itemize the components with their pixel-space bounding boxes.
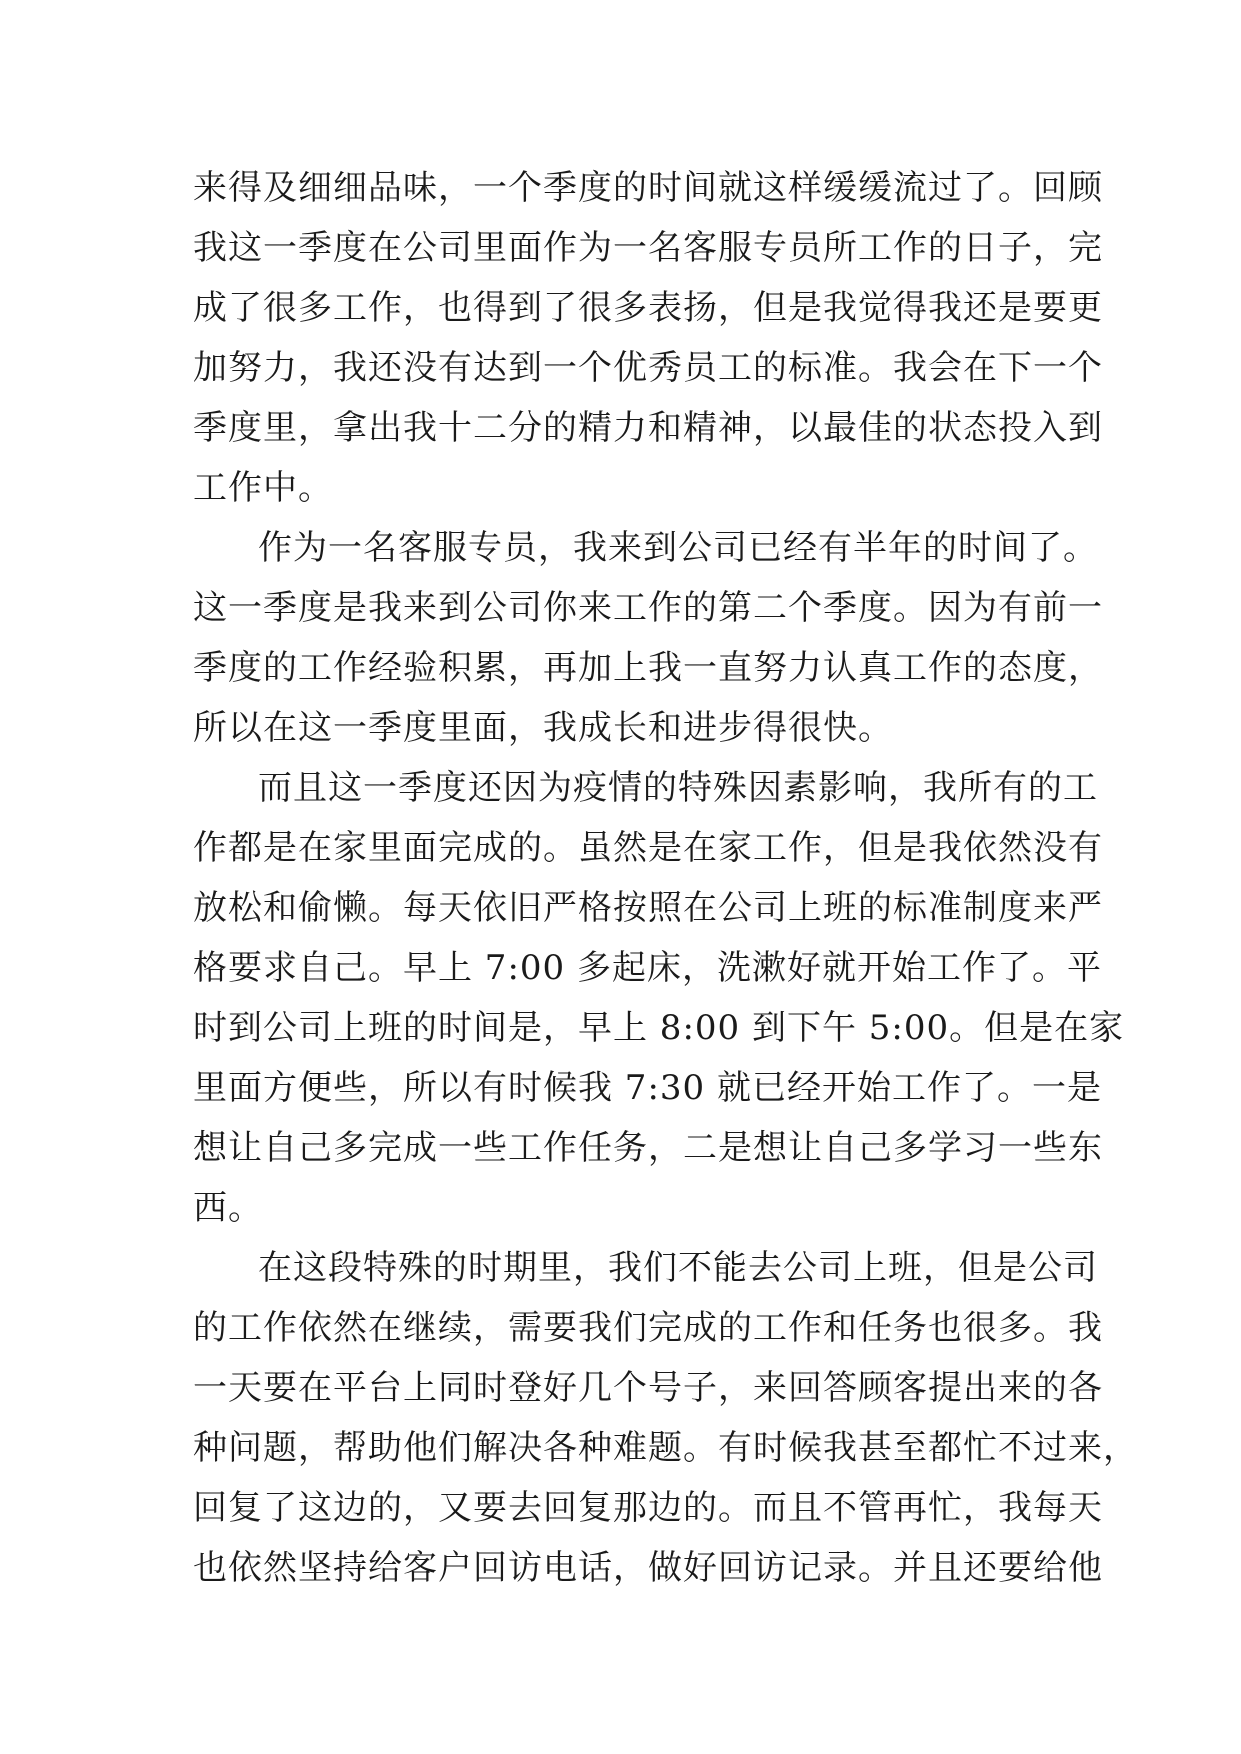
- text-line: 回复了这边的，又要去回复那边的。而且不管再忙，我每天: [193, 1488, 1103, 1528]
- text-line: 作都是在家里面完成的。虽然是在家工作，但是我依然没有: [193, 828, 1103, 868]
- text-line: 种问题，帮助他们解决各种难题。有时候我甚至都忙不过来，: [193, 1428, 1138, 1468]
- paragraph-start-line: 在这段特殊的时期里，我们不能去公司上班，但是公司: [258, 1248, 1098, 1288]
- paragraph-start-line: 作为一名客服专员，我来到公司已经有半年的时间了。: [258, 528, 1098, 568]
- text-line: 季度的工作经验积累，再加上我一直努力认真工作的态度，: [193, 648, 1103, 688]
- text-line: 季度里，拿出我十二分的精力和精神，以最佳的状态投入到: [193, 408, 1103, 448]
- text-line: 我这一季度在公司里面作为一名客服专员所工作的日子，完: [193, 228, 1103, 268]
- paragraph-start-line: 而且这一季度还因为疫情的特殊因素影响，我所有的工: [258, 768, 1098, 808]
- text-line: 时到公司上班的时间是，早上 8:00 到下午 5:00。但是在家: [193, 1008, 1125, 1048]
- text-line: 来得及细细品味，一个季度的时间就这样缓缓流过了。回顾: [193, 168, 1103, 208]
- text-line: 工作中。: [193, 468, 333, 508]
- text-line: 的工作依然在继续，需要我们完成的工作和任务也很多。我: [193, 1308, 1103, 1348]
- text-line: 成了很多工作，也得到了很多表扬，但是我觉得我还是要更: [193, 288, 1103, 328]
- text-line: 所以在这一季度里面，我成长和进步得很快。: [193, 708, 893, 748]
- text-line: 格要求自己。早上 7:00 多起床，洗漱好就开始工作了。平: [193, 948, 1102, 988]
- text-line: 西。: [193, 1188, 263, 1228]
- text-line: 加努力，我还没有达到一个优秀员工的标准。我会在下一个: [193, 348, 1103, 388]
- text-line: 里面方便些，所以有时候我 7:30 就已经开始工作了。一是: [193, 1068, 1102, 1108]
- text-line: 一天要在平台上同时登好几个号子，来回答顾客提出来的各: [193, 1368, 1103, 1408]
- text-line: 这一季度是我来到公司你来工作的第二个季度。因为有前一: [193, 588, 1103, 628]
- text-line: 放松和偷懒。每天依旧严格按照在公司上班的标准制度来严: [193, 888, 1103, 928]
- text-line: 也依然坚持给客户回访电话，做好回访记录。并且还要给他: [193, 1548, 1103, 1588]
- text-line: 想让自己多完成一些工作任务，二是想让自己多学习一些东: [193, 1128, 1103, 1168]
